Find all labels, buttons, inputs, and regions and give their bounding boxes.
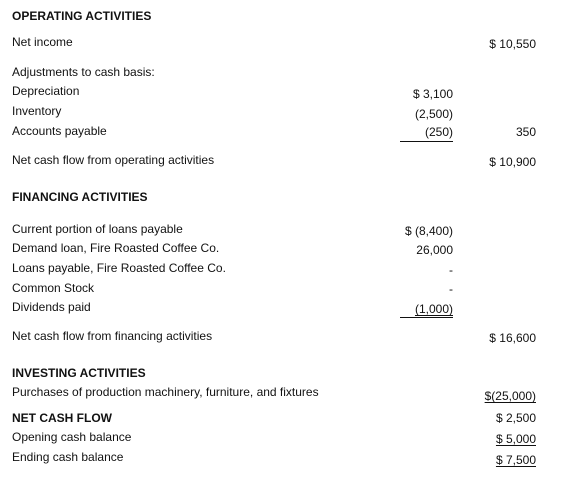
- subtotal-rule: [400, 141, 453, 142]
- common-stock-label: Common Stock: [12, 281, 95, 295]
- investing-activities-heading: INVESTING ACTIVITIES: [12, 366, 146, 380]
- dividends-value: (1,000): [414, 302, 453, 316]
- financing-activities-heading: FINANCING ACTIVITIES: [12, 190, 148, 204]
- operating-net-label: Net cash flow from operating activities: [12, 153, 215, 167]
- loans-payable-value: -: [449, 263, 453, 277]
- opening-balance-value: $ 5,000: [495, 432, 536, 446]
- operating-activities-heading: OPERATING ACTIVITIES: [12, 9, 152, 23]
- operating-net-value: $ 10,900: [489, 155, 536, 169]
- dividends-label: Dividends paid: [12, 300, 91, 314]
- depreciation-value: $ 3,100: [412, 87, 453, 101]
- purchases-label: Purchases of production machinery, furniture, and fixtures: [12, 385, 319, 399]
- financing-net-label: Net cash flow from financing activities: [12, 329, 213, 343]
- adjustments-total-value: 350: [515, 125, 536, 139]
- ending-balance-label: Ending cash balance: [12, 450, 124, 464]
- net-income-label: Net income: [12, 35, 73, 49]
- accounts-payable-label: Accounts payable: [12, 124, 107, 138]
- current-loans-label: Current portion of loans payable: [12, 222, 183, 236]
- ending-balance-value: $ 7,500: [495, 453, 536, 467]
- accounts-payable-value: (250): [424, 125, 453, 139]
- depreciation-label: Depreciation: [12, 84, 80, 98]
- financing-net-value: $ 16,600: [489, 331, 536, 345]
- adjustments-label: Adjustments to cash basis:: [12, 65, 155, 79]
- inventory-value: (2,500): [414, 107, 453, 121]
- purchases-value: $(25,000): [484, 389, 536, 403]
- demand-loan-label: Demand loan, Fire Roasted Coffee Co.: [12, 241, 220, 255]
- net-cash-flow-value: $ 2,500: [495, 411, 536, 425]
- demand-loan-value: 26,000: [416, 243, 453, 257]
- net-cash-flow-label: NET CASH FLOW: [12, 411, 112, 425]
- opening-balance-label: Opening cash balance: [12, 430, 132, 444]
- loans-payable-label: Loans payable, Fire Roasted Coffee Co.: [12, 261, 226, 275]
- common-stock-value: -: [449, 282, 453, 296]
- current-loans-value: $ (8,400): [404, 224, 453, 238]
- inventory-label: Inventory: [12, 104, 62, 118]
- net-income-value: $ 10,550: [489, 37, 536, 51]
- financing-subtotal-rule: [400, 317, 453, 318]
